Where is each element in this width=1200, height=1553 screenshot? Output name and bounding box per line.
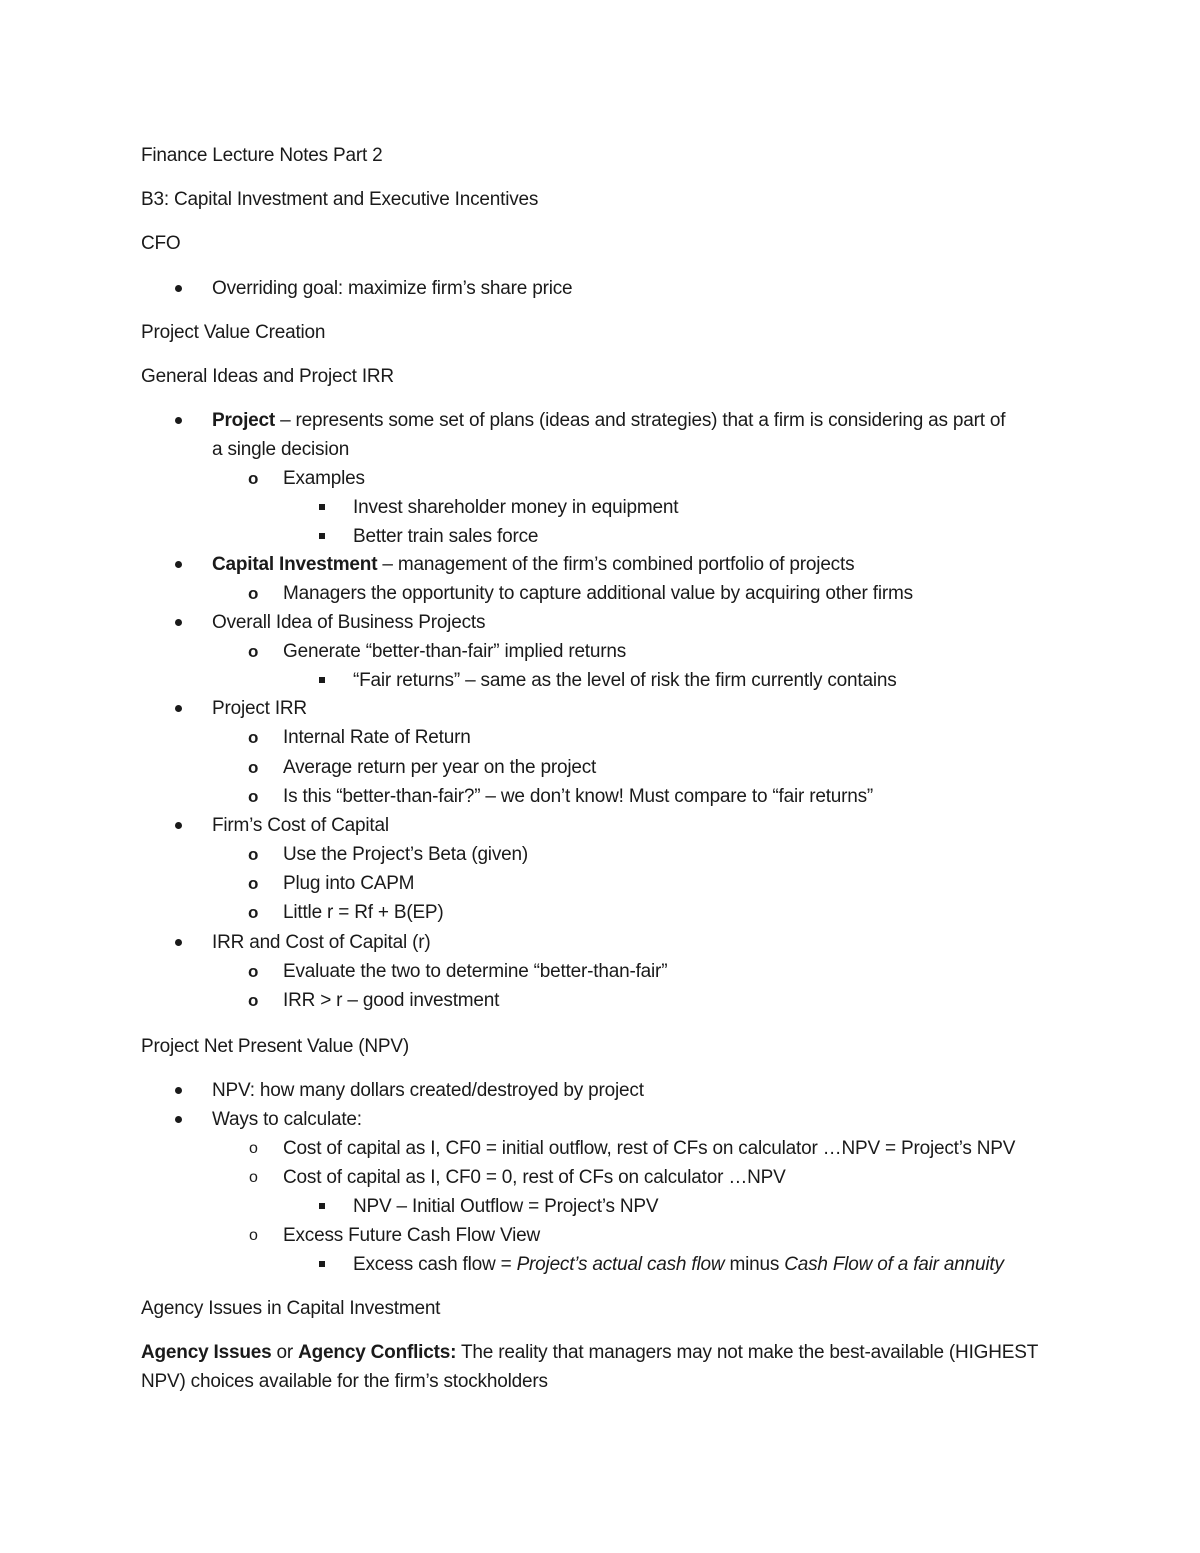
bullet-dot-icon [175,1116,182,1123]
bullet-o-icon: o [249,1140,258,1157]
coc-item: Use the Project’s Beta (given) [283,844,528,865]
excess-cash-flow [353,1253,1004,1277]
doc-title: Finance Lecture Notes Part 2 [141,145,383,166]
npv-method-detail: NPV – Initial Outflow = Project’s NPV [353,1196,659,1217]
project-definition-text: – represents some set of plans (ideas and strategies) that a firm is considering as part of [275,410,1006,431]
term-agency-issues: Agency Issues [141,1342,272,1363]
fair-returns: “Fair returns” – same as the level of risk the firm currently contains [353,670,897,691]
bullet-square-icon [319,533,325,539]
excess-cash-flow-label: Excess cash flow = [353,1254,517,1275]
overall-idea: Overall Idea of Business Projects [212,612,486,633]
capital-investment-text: – management of the firm’s combined portfolio of projects [377,554,855,575]
term-project: Project [212,410,276,431]
bullet-square-icon [319,677,325,683]
bullet-square-icon [319,1203,325,1209]
agency-heading: Agency Issues in Capital Investment [141,1298,441,1319]
bullet-o-icon: o [248,469,259,488]
npv-method: Cost of capital as I, CF0 = 0, rest of CFs on calculator …NPV [283,1167,786,1188]
bullet-o-icon: o [248,584,259,603]
overall-idea-sub: Generate “better-than-fair” implied returns [283,641,627,662]
irrcoc-item: Evaluate the two to determine “better-than-fair” [283,961,668,982]
irr-item: Average return per year on the project [283,757,597,778]
cost-of-capital: Firm’s Cost of Capital [212,815,389,836]
bullet-dot-icon [175,705,182,712]
bullet-dot-icon [175,822,182,829]
example-item: Invest shareholder money in equipment [353,497,679,518]
bullet-o-icon: o [248,991,259,1010]
bullet-o-icon: o [248,962,259,981]
project-value-creation-heading: Project Value Creation [141,322,326,343]
irr-and-coc: IRR and Cost of Capital (r) [212,932,431,953]
project-definition-cont: a single decision [212,439,350,460]
npv-item: NPV: how many dollars created/destroyed by project [212,1080,644,1101]
bullet-o-icon: o [248,845,259,864]
term-agency-conflicts: Agency Conflicts: [298,1342,457,1363]
bullet-o-icon: o [248,874,259,893]
bullet-o-icon: o [248,787,259,806]
minus-text: minus [724,1254,785,1275]
term-capital-investment: Capital Investment [212,554,378,575]
project-irr: Project IRR [212,698,307,719]
example-item: Better train sales force [353,526,539,547]
or-text: or [271,1342,299,1363]
actual-cash-flow: Project’s actual cash flow [516,1254,725,1275]
bullet-square-icon [319,1261,325,1267]
bullet-o-icon: o [249,1169,258,1186]
cfo-heading: CFO [141,233,181,254]
examples-label: Examples [283,468,365,489]
agency-definition-text: The reality that managers may not make the best-available (HIGHEST [456,1342,1039,1363]
bullet-dot-icon [175,1087,182,1094]
npv-method: Excess Future Cash Flow View [283,1225,540,1246]
agency-definition-cont: NPV) choices available for the firm’s stockholders [141,1371,548,1392]
bullet-dot-icon [175,561,182,568]
coc-item: Plug into CAPM [283,873,415,894]
section-heading: B3: Capital Investment and Executive Incentives [141,189,539,210]
fair-annuity: Cash Flow of a fair annuity [784,1254,1004,1275]
irr-item: Internal Rate of Return [283,727,471,748]
coc-item: Little r = Rf + B(EP) [283,902,444,923]
bullet-o-icon: o [249,1227,258,1244]
capital-investment-sub: Managers the opportunity to capture additional value by acquiring other firms [283,583,913,604]
npv-item: Ways to calculate: [212,1109,362,1130]
project-definition [212,409,1005,433]
bullet-o-icon: o [248,758,259,777]
bullet-o-icon: o [248,642,259,661]
bullet-dot-icon [175,417,182,424]
agency-definition [141,1341,1038,1365]
irr-item: Is this “better-than-fair?” – we don’t know! Must compare to “fair returns” [283,786,874,807]
bullet-o-icon: o [248,903,259,922]
irrcoc-item: IRR > r – good investment [283,990,500,1011]
npv-heading: Project Net Present Value (NPV) [141,1036,410,1057]
bullet-dot-icon [175,285,182,292]
general-ideas-heading: General Ideas and Project IRR [141,366,394,387]
cfo-goal: Overriding goal: maximize firm’s share price [212,278,573,299]
bullet-dot-icon [175,619,182,626]
bullet-square-icon [319,504,325,510]
bullet-o-icon: o [248,728,259,747]
npv-method: Cost of capital as I, CF0 = initial outflow, rest of CFs on calculator …NPV = Project’s NPV [283,1138,1016,1159]
bullet-dot-icon [175,939,182,946]
capital-investment-definition [212,553,854,577]
